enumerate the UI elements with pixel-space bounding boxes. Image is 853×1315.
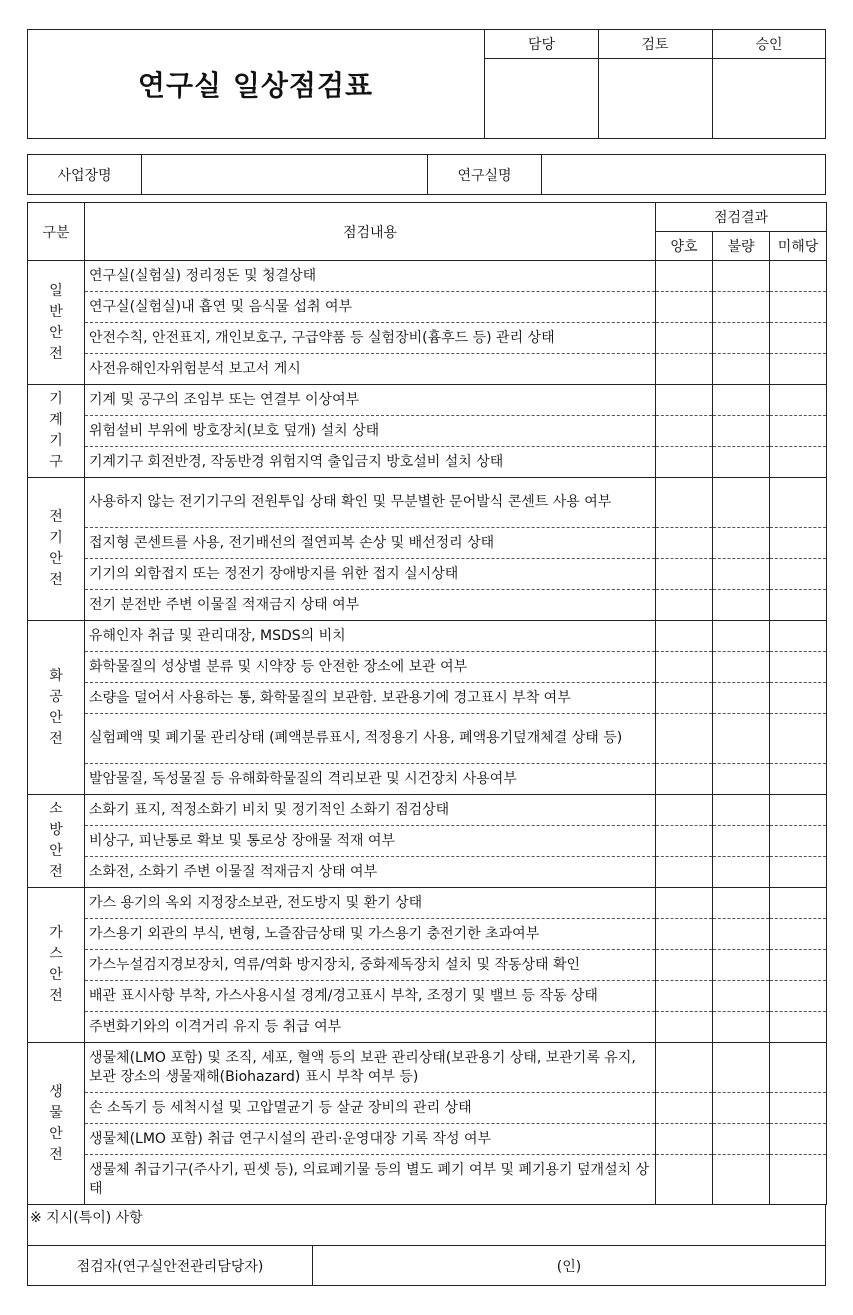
result-cell-na[interactable] <box>770 1093 827 1124</box>
check-item-text: 접지형 콘센트를 사용, 전기배선의 절연피복 손상 및 배선정리 상태 <box>85 528 656 559</box>
category-cell <box>28 385 85 478</box>
header-content: 점검내용 <box>85 203 656 261</box>
result-cell-good[interactable] <box>656 1124 713 1155</box>
result-cell-na[interactable] <box>770 385 827 416</box>
table-row <box>28 385 827 416</box>
table-row <box>28 590 827 621</box>
lab-name-label: 연구실명 <box>428 155 542 194</box>
category-cell <box>28 888 85 1043</box>
table-row <box>28 1043 827 1093</box>
check-item-text: 소화기 표지, 적정소화기 비치 및 정기적인 소화기 점검상태 <box>85 795 656 826</box>
result-cell-bad[interactable] <box>713 857 770 888</box>
result-cell-na[interactable] <box>770 919 827 950</box>
company-name-label: 사업장명 <box>28 155 142 194</box>
check-item-text: 연구실(실험실) 정리정돈 및 청결상태 <box>85 261 656 292</box>
result-cell-good[interactable] <box>656 888 713 919</box>
approval-box <box>484 29 826 139</box>
check-item-text: 안전수칙, 안전표지, 개인보호구, 구급약품 등 실험장비(흄후드 등) 관리 상태 <box>85 323 656 354</box>
table-row <box>28 888 827 919</box>
table-row <box>28 528 827 559</box>
approval-label-charge: 담당 <box>527 36 556 53</box>
category-cell <box>28 795 85 888</box>
check-item-text: 가스누설검지경보장치, 역류/역화 방지장치, 중화제독장치 설치 및 작동상태 확인 <box>85 950 656 981</box>
table-row <box>28 981 827 1012</box>
result-cell-na[interactable] <box>770 528 827 559</box>
result-cell-bad[interactable] <box>713 795 770 826</box>
result-cell-bad[interactable] <box>713 478 770 528</box>
result-cell-good[interactable] <box>656 354 713 385</box>
result-cell-bad[interactable] <box>713 354 770 385</box>
table-row <box>28 652 827 683</box>
check-item-text: 주변화기와의 이격거리 유지 등 취급 여부 <box>85 1012 656 1043</box>
result-cell-na[interactable] <box>770 261 827 292</box>
result-cell-na[interactable] <box>770 764 827 795</box>
table-row <box>28 1155 827 1205</box>
result-cell-good[interactable] <box>656 652 713 683</box>
notes-label: ※ 지시(특이) 사항 <box>30 1210 143 1226</box>
check-item-text: 배관 표시사항 부착, 가스사용시설 경계/경고표시 부착, 조정기 및 밸브 등 작동 상태 <box>85 981 656 1012</box>
result-cell-bad[interactable] <box>713 416 770 447</box>
category-cell <box>28 261 85 385</box>
table-row <box>28 559 827 590</box>
result-cell-bad[interactable] <box>713 981 770 1012</box>
page-title: 연구실 일상점검표 <box>137 69 374 102</box>
result-cell-bad[interactable] <box>713 261 770 292</box>
table-row <box>28 354 827 385</box>
table-row <box>28 795 827 826</box>
category-label: 기계기구 <box>49 391 63 470</box>
check-item-text: 가스용기 외관의 부식, 변형, 노즐잠금상태 및 가스용기 충전기한 초과여부 <box>85 919 656 950</box>
result-cell-bad[interactable] <box>713 621 770 652</box>
result-cell-bad[interactable] <box>713 1012 770 1043</box>
result-cell-na[interactable] <box>770 559 827 590</box>
result-cell-na[interactable] <box>770 981 827 1012</box>
result-cell-good[interactable] <box>656 857 713 888</box>
result-cell-good[interactable] <box>656 385 713 416</box>
table-row <box>28 683 827 714</box>
inspector-signature[interactable]: (인) <box>556 1258 582 1275</box>
result-cell-bad[interactable] <box>713 1093 770 1124</box>
inspector-label: 점검자(연구실안전관리담당자) <box>28 1246 313 1285</box>
result-cell-bad[interactable] <box>713 385 770 416</box>
check-item-text: 생물체 취급기구(주사기, 핀셋 등), 의료폐기물 등의 별도 폐기 여부 및 폐기용기 덮개설치 상태 <box>85 1155 656 1205</box>
category-label: 전기안전 <box>49 509 63 588</box>
table-row <box>28 826 827 857</box>
result-cell-na[interactable] <box>770 826 827 857</box>
category-label: 화공안전 <box>49 667 63 747</box>
result-cell-good[interactable] <box>656 528 713 559</box>
result-cell-bad[interactable] <box>713 1155 770 1205</box>
table-row <box>28 323 827 354</box>
check-item-text: 실험폐액 및 폐기물 관리상태 (폐액분류표시, 적정용기 사용, 폐액용기덮개체결 상태 등) <box>85 714 656 764</box>
result-cell-na[interactable] <box>770 354 827 385</box>
result-cell-good[interactable] <box>656 1093 713 1124</box>
category-label: 소방안전 <box>49 801 63 880</box>
table-row <box>28 1012 827 1043</box>
checklist-table <box>27 202 827 1205</box>
result-cell-good[interactable] <box>656 981 713 1012</box>
check-item-text: 손 소독기 등 세척시설 및 고압멸균기 등 살균 장비의 관리 상태 <box>85 1093 656 1124</box>
result-cell-na[interactable] <box>770 714 827 764</box>
check-item-text: 화학물질의 성상별 분류 및 시약장 등 안전한 장소에 보관 여부 <box>85 652 656 683</box>
result-cell-na[interactable] <box>770 1043 827 1093</box>
result-cell-na[interactable] <box>770 590 827 621</box>
result-cell-na[interactable] <box>770 621 827 652</box>
result-cell-na[interactable] <box>770 950 827 981</box>
check-item-text: 위험설비 부위에 방호장치(보호 덮개) 설치 상태 <box>85 416 656 447</box>
result-cell-bad[interactable] <box>713 888 770 919</box>
result-cell-good[interactable] <box>656 1043 713 1093</box>
check-item-text: 비상구, 피난통로 확보 및 통로상 장애물 적재 여부 <box>85 826 656 857</box>
check-item-text: 가스 용기의 옥외 지정장소보관, 전도방지 및 환기 상태 <box>85 888 656 919</box>
table-row <box>28 714 827 764</box>
inspector-row <box>27 1246 826 1286</box>
category-cell <box>28 1043 85 1205</box>
result-cell-good[interactable] <box>656 683 713 714</box>
check-item-text: 유해인자 취급 및 관리대장, MSDS의 비치 <box>85 621 656 652</box>
check-item-text: 사용하지 않는 전기기구의 전원투입 상태 확인 및 무분별한 문어발식 콘센트 사용 여부 <box>85 478 656 528</box>
check-item-text: 생물체(LMO 포함) 취급 연구시설의 관리·운영대장 기록 작성 여부 <box>85 1124 656 1155</box>
check-item-text: 발암물질, 독성물질 등 유해화학물질의 격리보관 및 시건장치 사용여부 <box>85 764 656 795</box>
result-cell-good[interactable] <box>656 919 713 950</box>
notes-box[interactable] <box>27 1205 826 1246</box>
result-cell-na[interactable] <box>770 652 827 683</box>
result-cell-na[interactable] <box>770 323 827 354</box>
result-cell-good[interactable] <box>656 416 713 447</box>
sign-box-review[interactable] <box>599 59 712 138</box>
result-cell-na[interactable] <box>770 888 827 919</box>
result-cell-good[interactable] <box>656 950 713 981</box>
sign-box-approve[interactable] <box>713 59 826 138</box>
table-row <box>28 1124 827 1155</box>
table-row <box>28 1093 827 1124</box>
result-cell-bad[interactable] <box>713 590 770 621</box>
check-item-text: 소량을 덜어서 사용하는 통, 화학물질의 보관함. 보관용기에 경고표시 부착 여부 <box>85 683 656 714</box>
approval-label-review: 검토 <box>641 36 669 53</box>
result-cell-good[interactable] <box>656 292 713 323</box>
result-cell-na[interactable] <box>770 447 827 478</box>
category-label: 일반안전 <box>49 282 63 362</box>
check-item-text: 생물체(LMO 포함) 및 조직, 세포, 혈액 등의 보관 관리상태(보관용기 상태, 보관기록 유지, 보관 장소의 생물재해(Biohazard) 표시 부착 여부 등) <box>85 1043 656 1093</box>
result-cell-na[interactable] <box>770 795 827 826</box>
sign-box-charge[interactable] <box>485 59 598 138</box>
header-category: 구분 <box>28 203 85 261</box>
result-cell-bad[interactable] <box>713 683 770 714</box>
result-cell-bad[interactable] <box>713 559 770 590</box>
table-row <box>28 857 827 888</box>
result-cell-bad[interactable] <box>713 323 770 354</box>
result-cell-bad[interactable] <box>713 652 770 683</box>
checklist-body <box>28 261 827 1205</box>
header-na: 미해당 <box>770 232 827 261</box>
check-item-text: 기계기구 회전반경, 작동반경 위험지역 출입금지 방호설비 설치 상태 <box>85 447 656 478</box>
result-cell-bad[interactable] <box>713 764 770 795</box>
table-row <box>28 292 827 323</box>
header-bad: 불량 <box>713 232 770 261</box>
info-row <box>27 154 826 195</box>
result-cell-bad[interactable] <box>713 1124 770 1155</box>
result-cell-na[interactable] <box>770 416 827 447</box>
table-row <box>28 478 827 528</box>
table-row <box>28 416 827 447</box>
lab-name-field[interactable] <box>542 155 825 194</box>
result-cell-na[interactable] <box>770 1155 827 1205</box>
result-cell-good[interactable] <box>656 261 713 292</box>
result-cell-bad[interactable] <box>713 826 770 857</box>
check-item-text: 기계 및 공구의 조임부 또는 연결부 이상여부 <box>85 385 656 416</box>
result-cell-good[interactable] <box>656 714 713 764</box>
result-cell-good[interactable] <box>656 447 713 478</box>
company-name-field[interactable] <box>142 155 428 194</box>
result-cell-bad[interactable] <box>713 447 770 478</box>
result-cell-na[interactable] <box>770 683 827 714</box>
result-cell-good[interactable] <box>656 826 713 857</box>
approval-label-approve: 승인 <box>755 36 783 53</box>
result-cell-good[interactable] <box>656 559 713 590</box>
result-cell-bad[interactable] <box>713 950 770 981</box>
result-cell-good[interactable] <box>656 795 713 826</box>
result-cell-na[interactable] <box>770 1012 827 1043</box>
result-cell-na[interactable] <box>770 857 827 888</box>
result-cell-na[interactable] <box>770 478 827 528</box>
result-cell-bad[interactable] <box>713 292 770 323</box>
result-cell-bad[interactable] <box>713 528 770 559</box>
header-good: 양호 <box>656 232 713 261</box>
result-cell-bad[interactable] <box>713 919 770 950</box>
result-cell-good[interactable] <box>656 621 713 652</box>
table-row <box>28 764 827 795</box>
table-row <box>28 950 827 981</box>
result-cell-na[interactable] <box>770 1124 827 1155</box>
result-cell-good[interactable] <box>656 764 713 795</box>
check-item-text: 연구실(실험실)내 흡연 및 음식물 섭취 여부 <box>85 292 656 323</box>
check-item-text: 전기 분전반 주변 이물질 적재금지 상태 여부 <box>85 590 656 621</box>
check-item-text: 사전유해인자위험분석 보고서 게시 <box>85 354 656 385</box>
check-item-text: 기기의 외함접지 또는 정전기 장애방지를 위한 접지 실시상태 <box>85 559 656 590</box>
result-cell-good[interactable] <box>656 1155 713 1205</box>
result-cell-good[interactable] <box>656 323 713 354</box>
result-cell-good[interactable] <box>656 590 713 621</box>
table-row <box>28 447 827 478</box>
result-cell-good[interactable] <box>656 478 713 528</box>
result-cell-bad[interactable] <box>713 714 770 764</box>
table-row <box>28 919 827 950</box>
category-cell <box>28 478 85 621</box>
table-row <box>28 621 827 652</box>
result-cell-na[interactable] <box>770 292 827 323</box>
result-cell-bad[interactable] <box>713 1043 770 1093</box>
table-row <box>28 261 827 292</box>
result-cell-good[interactable] <box>656 1012 713 1043</box>
check-item-text: 소화전, 소화기 주변 이물질 적재금지 상태 여부 <box>85 857 656 888</box>
header-result: 점검결과 <box>656 203 827 232</box>
category-cell <box>28 621 85 795</box>
category-label: 생물안전 <box>49 1083 63 1163</box>
category-label: 가스안전 <box>49 925 63 1004</box>
